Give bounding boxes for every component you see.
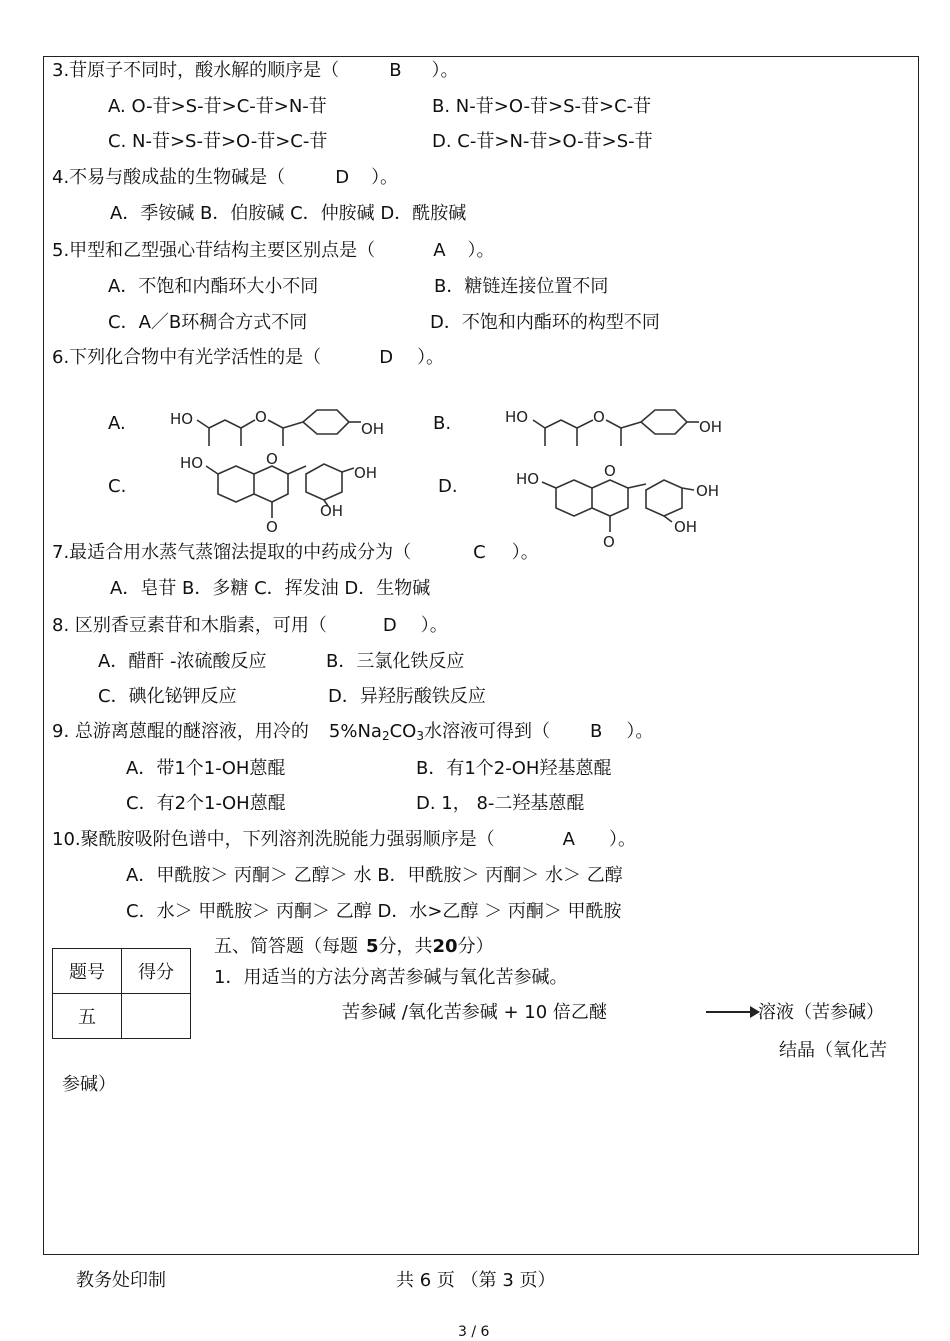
footer-pages: 共 6 页 （第 3 页） (396, 1270, 556, 1291)
q5-stem-end: ）。 (467, 240, 495, 261)
structure-c-oh-1: OH (354, 464, 378, 482)
scheme-line-2: 结晶（氧化苦 (779, 1040, 887, 1061)
q10-stem (52, 829, 636, 851)
structure-d-ring-a (556, 480, 592, 516)
footer-printer: 教务处印制 (76, 1270, 166, 1291)
structure-b-ho: HO (505, 408, 529, 426)
structure-d-bond (664, 516, 672, 522)
q4-options: A．季铵碱 B．伯胺碱 C．仲胺碱 D．酰胺碱 (110, 203, 467, 224)
structure-c-oh-2: OH (320, 502, 344, 520)
structure-b-bond (545, 420, 577, 446)
q6-stem (52, 347, 444, 369)
q3-stem-text: 3.苷原子不同时，酸水解的顺序是（ (52, 60, 340, 81)
score-row-number: 五 (53, 994, 122, 1039)
structure-c-ring-a (218, 466, 254, 502)
q9-reagent: 5%Na (328, 721, 382, 742)
page-number: 3 / 6 (458, 1324, 490, 1340)
structure-d-oh-1: OH (696, 482, 720, 500)
q10-stem-text: 10.聚酰胺吸附色谱中，下列溶剂洗脱能力强弱顺序是（ (52, 829, 495, 850)
q10-options-ab: A．甲酰胺＞ 丙酮＞ 乙醇＞ 水 B．甲酰胺＞ 丙酮＞ 水＞ 乙醇 (126, 865, 623, 886)
q9-stem-text-2: 水溶液可得到（ (424, 721, 550, 742)
score-row-score[interactable] (122, 994, 191, 1039)
structure-a-o: O (255, 408, 267, 426)
structure-a-bond (241, 420, 255, 428)
structure-c-ho: HO (180, 454, 204, 472)
structure-a-bond (197, 420, 209, 446)
q9-stem-text: 9. 总游离蒽醌的醚溶液，用冷的 (52, 721, 309, 742)
q6-answer: D (379, 347, 394, 368)
q3-stem (52, 60, 459, 82)
structure-b-oh: OH (699, 418, 723, 436)
structure-c (178, 452, 408, 540)
structure-b-bond (606, 420, 621, 446)
structure-c-bond (288, 466, 306, 474)
structure-d-bond (628, 484, 646, 488)
score-header-number: 题号 (53, 949, 122, 994)
q4-stem-text: 4.不易与酸成盐的生物碱是（ (52, 167, 286, 188)
structure-c-ring-o: O (266, 452, 278, 468)
q9-option-b: B．有1个2-OH羟基蒽醌 (416, 758, 612, 779)
q6-stem-end: ）。 (417, 347, 445, 368)
q7-options: A．皂苷 B．多糖 C．挥发油 D．生物碱 (110, 578, 431, 599)
structure-a-bond (283, 422, 303, 428)
q3-stem-end: ）。 (431, 60, 459, 81)
scheme-right: 溶液（苦参碱） (758, 1002, 884, 1023)
q9-option-d: D. 1， 8-二羟基蒽醌 (416, 793, 585, 814)
structure-a-ho: HO (170, 410, 194, 428)
q9-stem-end: ）。 (626, 721, 654, 742)
score-table (52, 948, 191, 1039)
q6-label-b: B. (433, 413, 452, 434)
q6-label-a: A. (108, 413, 126, 434)
q9-reagent-sub-2: 3 (416, 729, 424, 743)
q4-answer: D (335, 167, 350, 188)
structure-d (512, 462, 742, 552)
q8-option-c: C．碘化铋钾反应 (98, 686, 237, 707)
q9-option-c: C．有2个1-OH蒽醌 (126, 793, 286, 814)
structure-c-bond (342, 468, 354, 472)
q5-option-a: A．不饱和内酯环大小不同 (108, 276, 319, 297)
scheme-line-3: 参碱） (62, 1074, 116, 1095)
score-table-row (53, 994, 191, 1039)
structure-d-oh-2: OH (674, 518, 698, 536)
q7-stem-text: 7.最适合用水蒸气蒸馏法提取的中药成分为（ (52, 542, 412, 563)
section5-title-text-2: 分，共 (378, 936, 433, 957)
q8-option-a: A．醋酐 -浓硫酸反应 (98, 651, 267, 672)
q4-stem (52, 167, 398, 189)
structure-d-bond (682, 488, 694, 490)
q3-option-d: D. C-苷>N-苷>O-苷>S-苷 (432, 131, 653, 152)
section5-total-score: 20 (432, 936, 458, 957)
q8-option-d: D．异羟肟酸铁反应 (328, 686, 486, 707)
structure-d-ring-o: O (604, 462, 616, 480)
q8-option-b: B．三氯化铁反应 (326, 651, 465, 672)
structure-b-o: O (593, 408, 605, 426)
q9-reagent-sub-1: 2 (381, 729, 390, 743)
q5-option-b: B．糖链连接位置不同 (434, 276, 609, 297)
q8-stem-end: ）。 (420, 615, 448, 636)
score-header-score: 得分 (122, 949, 191, 994)
scheme-left: 苦参碱 /氧化苦参碱 + 10 倍乙醚 (342, 1002, 607, 1023)
structure-d-bond (542, 482, 556, 488)
structure-d-carbonyl-o: O (603, 533, 615, 551)
q5-stem-text: 5.甲型和乙型强心苷结构主要区别点是（ (52, 240, 376, 261)
q3-option-a: A. O-苷>S-苷>C-苷>N-苷 (108, 96, 327, 117)
q7-stem-end: ）。 (511, 542, 539, 563)
structure-c-bond (206, 466, 218, 474)
structure-a (165, 398, 395, 450)
q6-stem-text: 6.下列化合物中有光学活性的是（ (52, 347, 322, 368)
structure-b-bond (577, 420, 593, 428)
section5-per-score: 5 (366, 936, 379, 957)
q3-answer: B (389, 60, 402, 81)
structure-d-ring-c (592, 480, 628, 516)
q5-stem (52, 240, 495, 262)
score-table-header (53, 949, 191, 994)
structure-a-ring (303, 410, 349, 434)
q10-stem-end: ）。 (608, 829, 636, 850)
structure-b-ring (641, 410, 687, 434)
q8-stem (52, 615, 448, 637)
q9-reagent-b: CO (389, 721, 417, 742)
q5-option-c: C．A／B环稠合方式不同 (108, 312, 308, 333)
q6-label-c: C. (108, 476, 127, 497)
structure-b (505, 398, 735, 450)
structure-c-ring-c (254, 466, 288, 502)
structure-a-bond (209, 420, 241, 446)
q3-option-b: B. N-苷>O-苷>S-苷>C-苷 (432, 96, 652, 117)
structure-d-ring-b (646, 480, 682, 516)
structure-a-oh: OH (361, 420, 385, 438)
q3-option-c: C. N-苷>S-苷>O-苷>C-苷 (108, 131, 328, 152)
q8-stem-text: 8. 区别香豆素苷和木脂素，可用（ (52, 615, 327, 636)
structure-b-bond (621, 422, 641, 428)
q5-option-d: D．不饱和内酯环的构型不同 (430, 312, 660, 333)
section5-title (214, 936, 494, 958)
structure-d-ho: HO (516, 470, 540, 488)
structure-c-ring-b (306, 464, 342, 500)
section5-q1: 1．用适当的方法分离苦参碱与氧化苦参碱。 (214, 967, 568, 988)
q8-answer: D (382, 615, 397, 636)
q4-stem-end: ）。 (371, 167, 399, 188)
structure-b-bond (533, 420, 545, 446)
q7-answer: C (473, 542, 486, 563)
q9-answer: B (590, 721, 603, 742)
q5-answer: A (433, 240, 446, 261)
arrow-icon (706, 1011, 758, 1013)
structure-c-carbonyl-o: O (266, 518, 278, 536)
q10-answer: A (562, 829, 575, 850)
q6-label-d: D. (438, 476, 458, 497)
q9-stem (52, 721, 653, 747)
q10-options-cd: C．水＞ 甲酰胺＞ 丙酮＞ 乙醇 D．水>乙醇 ＞ 丙酮＞ 甲酰胺 (126, 901, 622, 922)
structure-a-bond (268, 420, 283, 446)
section5-title-text-3: 分） (457, 936, 494, 957)
section5-title-text: 五、简答题（每题 (214, 936, 358, 957)
q9-option-a: A．带1个1-OH蒽醌 (126, 758, 286, 779)
q7-stem (52, 542, 539, 564)
